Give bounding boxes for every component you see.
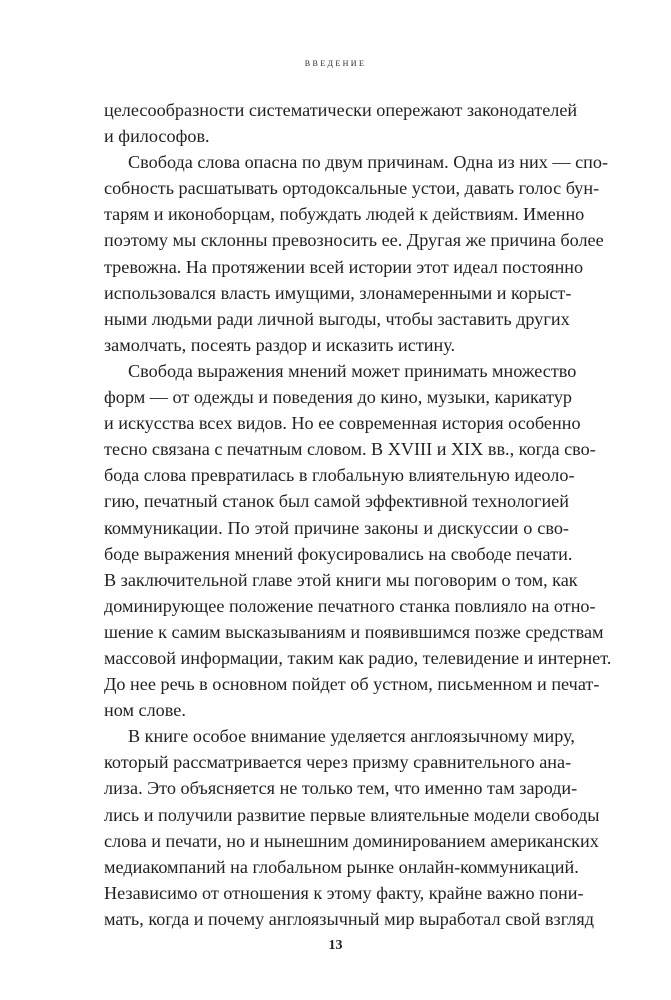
text-line: целесообразности систематически опережают законодателей (104, 100, 578, 120)
text-line: собность расшатывать ортодоксальные устои, давать голос бун- (104, 178, 600, 199)
text-line: бода слова превратилась в глобальную влиятельную идеоло- (104, 465, 575, 486)
text-line: Свобода слова опасна по двум причинам. Одна из них — спо- (128, 152, 609, 173)
text-line: доминирующее положение печатного станка повлияло на отно- (104, 595, 596, 616)
text-line: мать, когда и почему англоязычный мир выработал свой взгляд (104, 908, 594, 929)
text-line: использовался власть имущими, злонамеренными и корыст- (104, 282, 572, 303)
running-head: введение (304, 57, 367, 69)
text-line: Свобода выражения мнений может принимать множество (128, 360, 577, 381)
text-line: слова и печати, но и нынешним доминированием американских (104, 830, 599, 851)
page-number: 13 (328, 938, 343, 953)
text-line: коммуникации. По этой причине законы и дискуссии о сво- (104, 517, 569, 538)
text-line: Независимо от отношения к этому факту, крайне важно пони- (104, 882, 584, 903)
text-line: ными людьми ради личной выгоды, чтобы заставить других (104, 308, 570, 329)
text-line: В книге особое внимание уделяется англоязычному миру, (128, 726, 575, 747)
paragraph (104, 358, 612, 723)
text-line: поэтому мы склонны превозносить ее. Другая же причина более (104, 230, 604, 251)
text-line: и философов. (104, 126, 210, 147)
text-line: медиакомпаний на глобальном рынке онлайн-коммуникаций. (104, 856, 579, 877)
text-line: гию, печатный станок был самой эффективной технологией (104, 491, 569, 512)
paragraph (104, 149, 609, 358)
text-line: тревожна. На протяжении всей истории этот идеал постоянно (104, 256, 584, 277)
text-line: тесно связана с печатным словом. В XVIII и XIX вв., когда сво- (104, 439, 596, 460)
text-line: лиза. Это объясняется не только тем, что именно там зароди- (104, 778, 578, 799)
text-line: лись и получили развитие первые влиятельные модели свободы (104, 804, 600, 825)
text-line: До нее речь в основном пойдет об устном, письменном и печат- (104, 674, 600, 695)
text-line: шение к самим высказываниям и появившимся позже средствам (104, 621, 604, 642)
text-line: ном слове. (104, 700, 186, 721)
text-line: массовой информации, таким как радио, телевидение и интернет. (104, 647, 612, 668)
body-text (104, 97, 612, 932)
text-line: В заключительной главе этой книги мы поговорим о том, как (104, 569, 578, 590)
paragraph (104, 97, 578, 149)
text-line: замолчать, посеять раздор и исказить истину. (104, 334, 456, 355)
text-line: и искусства всех видов. Но ее современная история особенно (104, 413, 581, 434)
paragraph (104, 723, 600, 932)
text-line: форм — от одежды и поведения до кино, музыки, карикатур (104, 387, 573, 408)
text-line: который рассматривается через призму сравнительного ана- (104, 752, 572, 773)
text-line: боде выражения мнений фокусировались на свободе печати. (104, 543, 573, 564)
text-line: тарям и иконоборцам, побуждать людей к действиям. Именно (104, 204, 585, 225)
